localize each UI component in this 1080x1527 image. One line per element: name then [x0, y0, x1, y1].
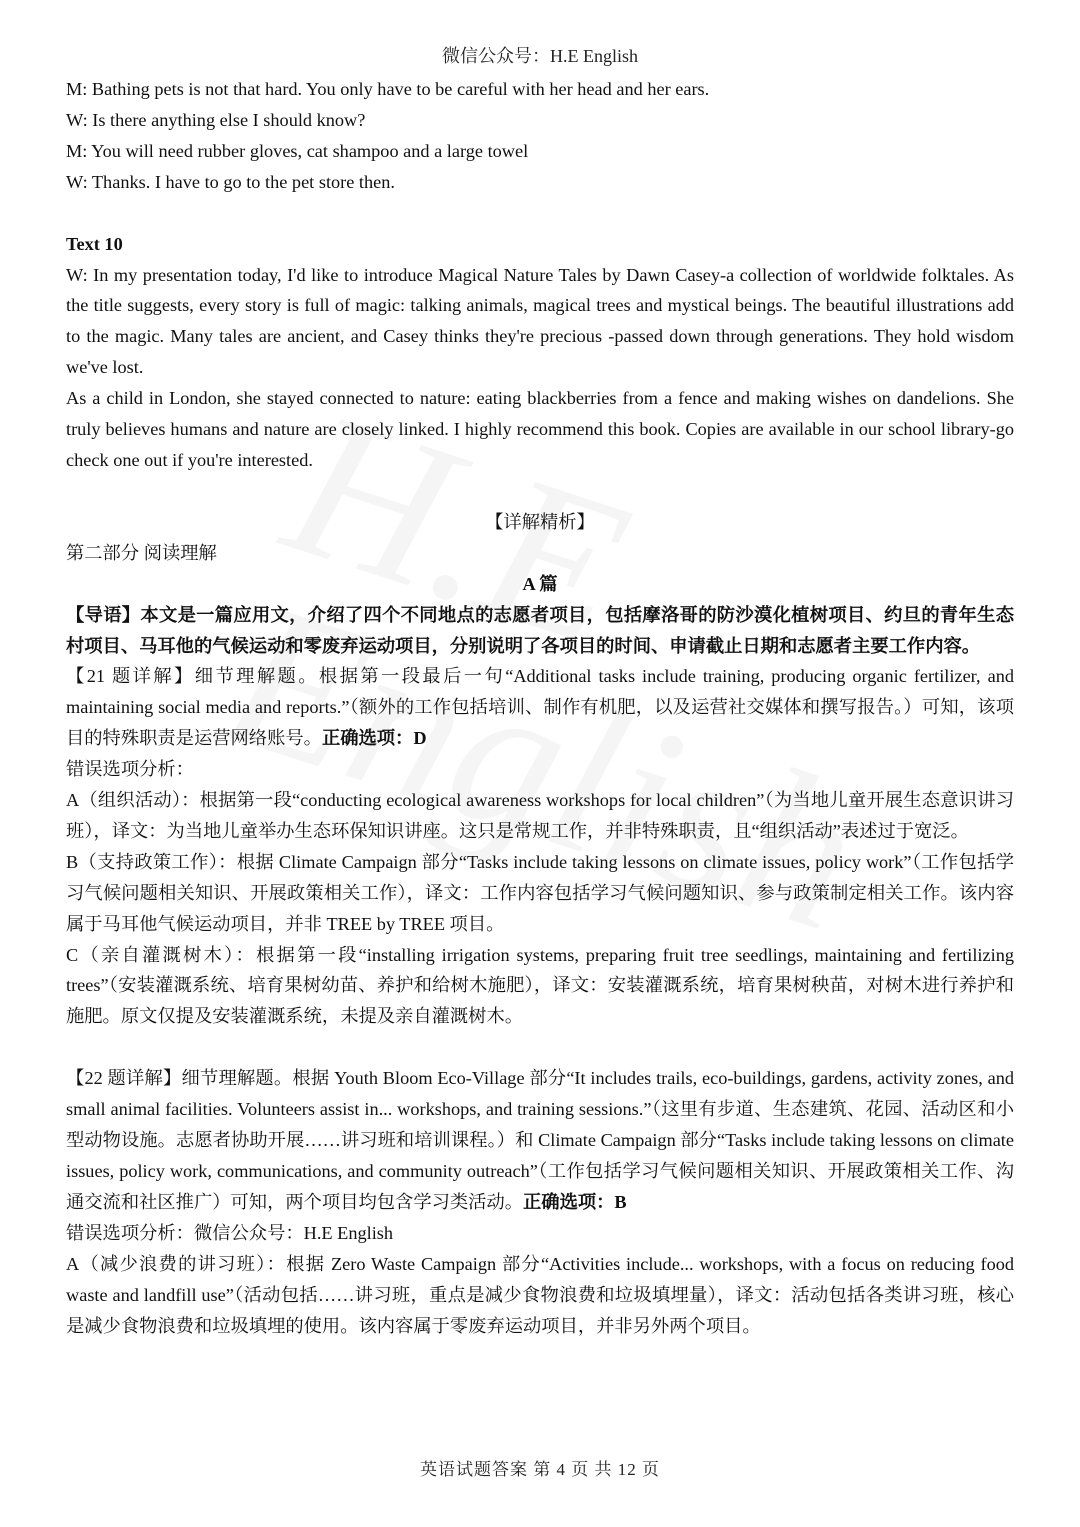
q21-explanation: 【21 题详解】细节理解题。根据第一段最后一句“Additional tasks include training, producing organic fertilizer, and maintaining social media and reports.”（额外的工作包括培训、制作有机肥，以及运营社交媒体和撰写报告。）可知，该项目的特殊职责是运营网络账号。正确选项：D — [66, 666, 1014, 749]
text10-para1: W: In my presentation today, I'd like to introduce Magical Nature Tales by Dawn Casey-a collection of worldwide folktales. As the title suggests, every story is full of magic: talking animals, magical trees and mystical beings. The beautiful illustrations add to the magic. Many tales are ancient, and Casey thinks they're precious -passed down through generations. They hold wisdom we've lost. — [66, 264, 1014, 378]
dialogue-line: M: You will need rubber gloves, cat shampoo and a large towel — [66, 140, 529, 161]
q21-option-a: A（组织活动）：根据第一段“conducting ecological awareness workshops for local children”（为当地儿童开展生态意识讲习班），译文：为当地儿童举办生态环保知识讲座。这只是常规工作，并非特殊职责，且“组织活动”表述过于宽泛。 — [66, 790, 1014, 841]
text10-title: Text 10 — [66, 233, 123, 254]
intro-paragraph: 【导语】本文是一篇应用文，介绍了四个不同地点的志愿者项目，包括摩洛哥的防沙漠化植树项目、约旦的青年生态村项目、马耳他的气候运动和零废弃运动项目，分别说明了各项目的时间、申请截止日期和志愿者主要工作内容。 — [66, 604, 1014, 656]
dialogue-line: W: Thanks. I have to go to the pet store then. — [66, 171, 395, 192]
q22-explanation: 【22 题详解】细节理解题。根据 Youth Bloom Eco-Village 部分“It includes trails, eco-buildings, gardens, activity zones, and small animal facilities. Volunteers assist in... workshops, and training sessions.”（这里有步道、生态建筑、花园、活动区和小型动物设施。志愿者协助开展……讲习班和培训课程。）和 Climate Campaign 部分“Tasks include taking lessons on climate issues, policy work, communications, and community outreach”（工作包括学习气候问题相关知识、开展政策相关工作、沟通交流和社区推广）可知，两个项目均包含学习类活动。正确选项：B — [66, 1068, 1014, 1212]
dialogue-line: W: Is there anything else I should know? — [66, 109, 366, 130]
text10-para2: As a child in London, she stayed connected to nature: eating blackberries from a fence and making wishes on dandelions. She truly believes humans and nature are closely linked. I highly recommend this book. Copies are available in our school library-go check one out if you're interested. — [66, 388, 1014, 470]
dialogue-line: M: Bathing pets is not that hard. You only have to be careful with her head and her ears. — [66, 79, 710, 99]
q21-option-c: C（亲自灌溉树木）：根据第一段“installing irrigation systems, preparing fruit tree seedlings, maintaining and fertilizing trees”（安装灌溉系统、培育果树幼苗、养护和给树木施肥），译文：安装灌溉系统，培育果树秧苗，对树木进行养护和施肥。原文仅提及安装灌溉系统，未提及亲自灌溉树木。 — [66, 944, 1014, 1027]
q22-wrong-label: 错误选项分析：微信公众号：H.E English — [66, 1222, 394, 1243]
q22-option-a: A（减少浪费的讲习班）：根据 Zero Waste Campaign 部分“Activities include... workshops, with a focus on reducing food waste and landfill use”（活动包括……讲习班，重点是减少食物浪费和垃圾填埋量），译文：活动包括各类讲习班，核心是减少食物浪费和垃圾填埋的使用。该内容属于零废弃运动项目，并非另外两个项目。 — [66, 1253, 1014, 1336]
part-title: 第二部分 阅读理解 — [66, 542, 217, 563]
q22-answer: 正确选项：B — [523, 1191, 627, 1212]
analysis-heading: 【详解精析】 — [485, 511, 595, 532]
page-footer: 英语试题答案 第 4 页 共 12 页 — [420, 1460, 660, 1479]
page-header: 微信公众号：H.E English — [442, 46, 638, 66]
q21-wrong-label: 错误选项分析： — [66, 759, 194, 780]
q21-option-b: B（支持政策工作）：根据 Climate Campaign 部分“Tasks include taking lessons on climate issues, policy work”（工作包括学习气候问题相关知识、开展政策相关工作），译文：工作内容包括学习气候问题知识、参与政策制定相关工作。该内容属于马耳他气候运动项目，并非 TREE by TREE 项目。 — [66, 851, 1014, 934]
page-content — [66, 74, 1014, 1341]
q21-answer: 正确选项：D — [321, 728, 427, 749]
section-title: A 篇 — [522, 573, 558, 594]
